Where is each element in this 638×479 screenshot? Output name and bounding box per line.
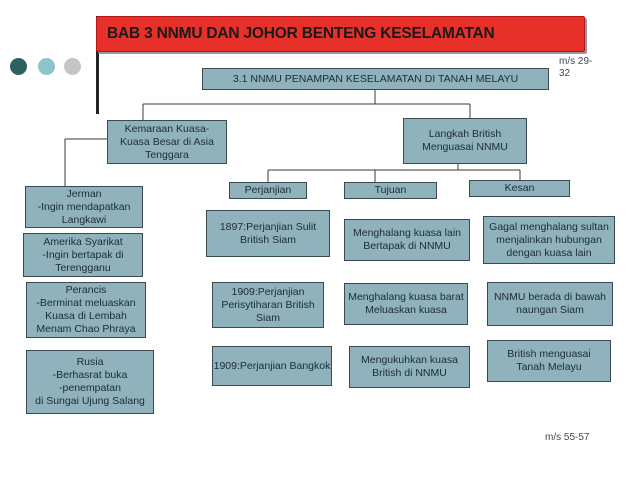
kesan-label: British menguasai Tanah Melayu [507, 348, 591, 373]
power-label: Amerika Syarikat -Ingin bertapak di Terengganu [42, 235, 124, 274]
left-branch-label: Kemaraan Kuasa-Kuasa Besar di Asia Tenggara [120, 122, 214, 161]
power-node-amerika [23, 233, 143, 277]
kesan-label: NNMU berada di bawah naungan Siam [493, 291, 607, 316]
perjanjian-node-3 [212, 346, 332, 386]
tujuan-node-2 [344, 283, 468, 325]
power-label: Perancis -Berminat meluaskan Kuasa di Lembah Menam Chao Phraya [36, 284, 136, 335]
tujuan-label: Menghalang kuasa barat Meluaskan kuasa [348, 291, 464, 316]
tujuan-node-1 [344, 219, 470, 261]
root-node-label: 3.1 NNMU PENAMPAN KESELAMATAN DI TANAH MELAYU [232, 72, 519, 85]
perjanjian-node-1 [206, 210, 330, 257]
slide-title: BAB 3 NNMU DAN JOHOR BENTENG KESELAMATAN [107, 25, 495, 42]
kesan-node-3 [487, 340, 611, 382]
header-label: Perjanjian [244, 184, 292, 196]
perjanjian-label: 1909:Perjanjian Bangkok [213, 359, 331, 372]
power-label: Jerman -Ingin mendapatkan Langkawi [37, 187, 131, 226]
right-branch-label: Langkah British Menguasai NNMU [422, 128, 508, 153]
perjanjian-node-2 [212, 282, 324, 328]
header-tujuan [344, 182, 437, 199]
power-label: Rusia -Berhasrat buka -penempatan di Sungai Ujung Salang [35, 356, 145, 407]
root-node [202, 68, 549, 90]
perjanjian-label: 1897:Perjanjian Sulit British Siam [219, 220, 317, 246]
tujuan-node-3 [349, 346, 470, 388]
kesan-node-1 [483, 216, 615, 264]
header-label: Kesan [504, 182, 535, 194]
header-kesan [469, 180, 570, 197]
power-node-jerman [25, 186, 143, 228]
page-ref-bottom: m/s 55-57 [545, 432, 590, 443]
left-branch-node [107, 120, 227, 164]
header-label: Tujuan [374, 184, 407, 196]
header-perjanjian [229, 182, 307, 199]
kesan-node-2 [487, 282, 613, 326]
page-ref-top: m/s 29- 32 [559, 56, 593, 79]
kesan-label: Gagal menghalang sultan menjalinkan hubungan dengan kuasa lain [489, 220, 609, 259]
tujuan-label: Menghalang kuasa lain Bertapak di NNMU [353, 227, 461, 252]
power-node-perancis [26, 282, 146, 338]
power-node-rusia [26, 350, 154, 414]
perjanjian-label: 1909:Perjanjian Perisytiharan British Siam [221, 285, 315, 324]
tujuan-label: Mengukuhkan kuasa British di NNMU [361, 354, 458, 379]
right-branch-node [403, 118, 527, 164]
